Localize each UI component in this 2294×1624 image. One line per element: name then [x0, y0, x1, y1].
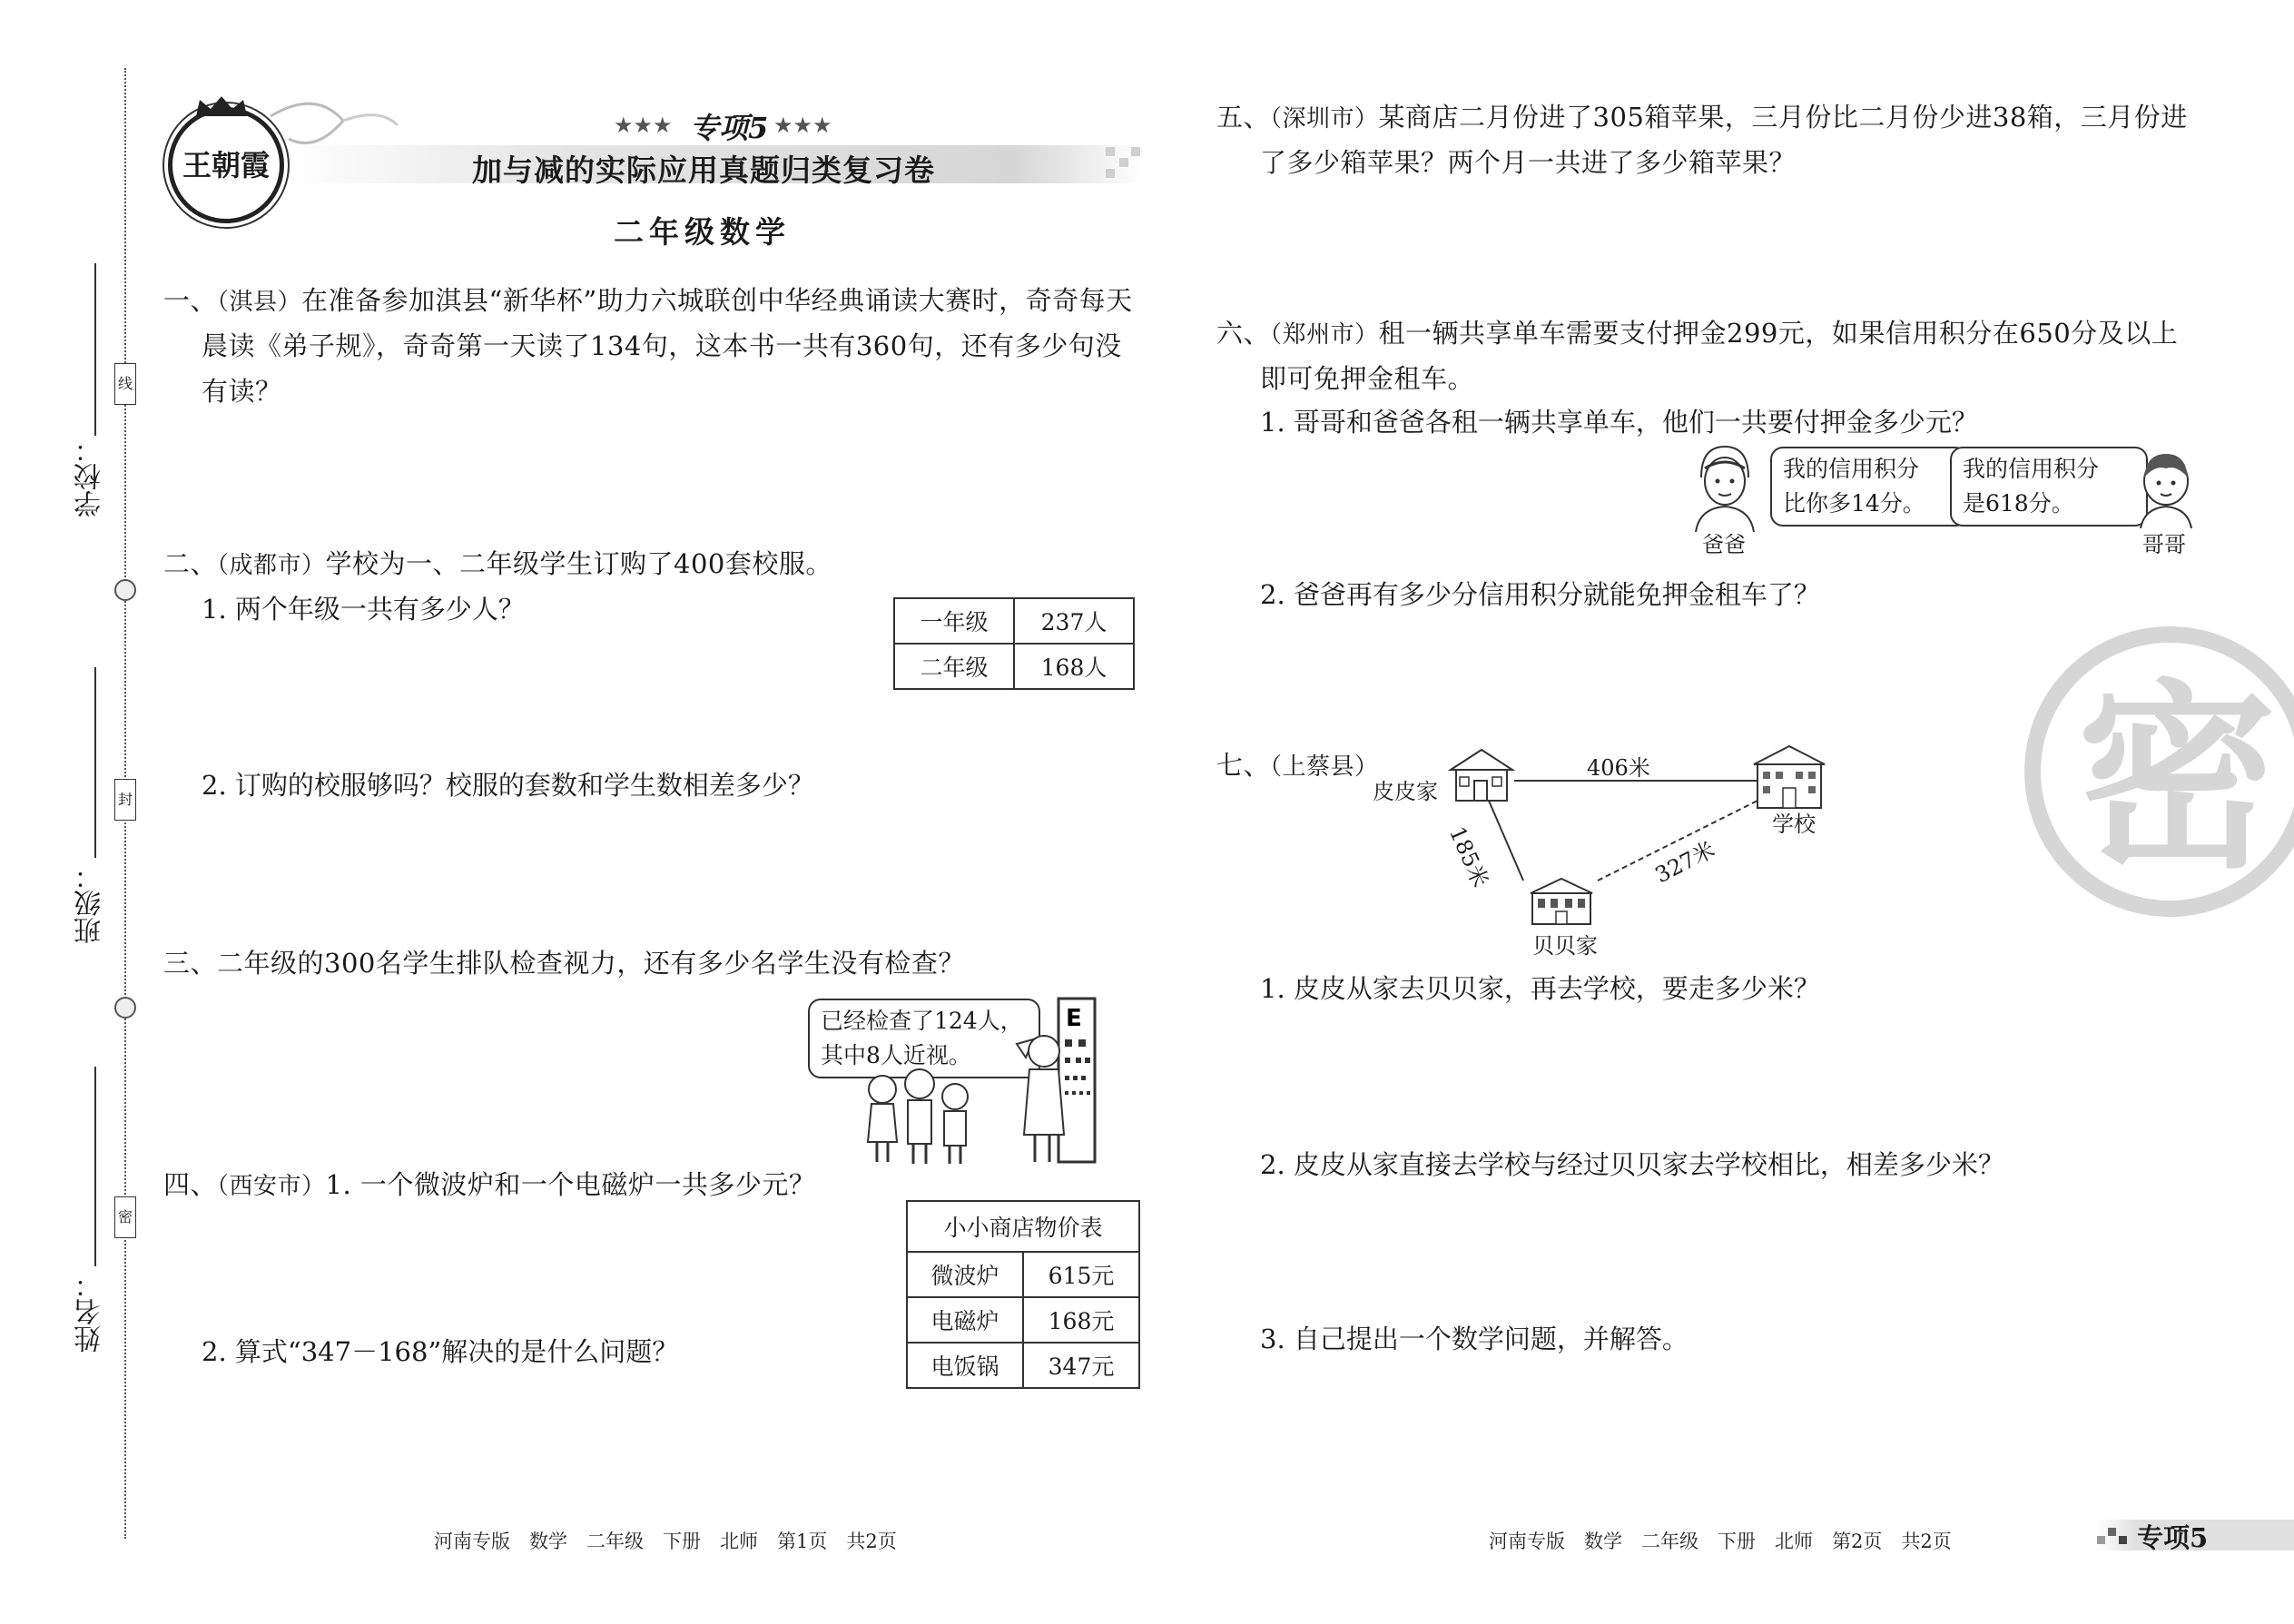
question-4-stem — [163, 1162, 815, 1209]
question-text: 某商店二月份进了305箱苹果，三月份比二月份少进38箱，三月份进 — [1378, 102, 2188, 133]
question-7-sub-2: 2. 皮皮从家直接去学校与经过贝贝家去学校相比，相差多少米？ — [1260, 1149, 2004, 1180]
question-text: 租一辆共享单车需要支付押金299元，如果信用积分在650分及以上 — [1378, 318, 2179, 349]
question-number: 七、 — [1216, 750, 1271, 781]
question-source: （西安市） — [217, 1173, 326, 1200]
question-source: （郑州市） — [1270, 321, 1379, 349]
distance-beibei-school: 327米 — [1650, 836, 1719, 889]
publisher-logo — [168, 107, 284, 223]
question-3-stem — [163, 940, 965, 986]
page-subtitle: 二年级数学 — [614, 214, 791, 250]
bubble-line: 我的信用积分 — [1963, 456, 2100, 482]
footer-left: 河南专版 数学 二年级 下册 北师 第1页 共2页 — [434, 1530, 897, 1552]
question-source: （淇县） — [217, 289, 302, 316]
question-text: 学校为一、二年级学生订购了400套校服。 — [325, 548, 832, 579]
school-building-icon — [1754, 746, 1825, 808]
table-row — [894, 598, 1134, 644]
question-text: 1. 一个微波炉和一个电磁炉一共多少元？ — [325, 1169, 816, 1200]
question-number: 五、 — [1216, 102, 1271, 133]
table-cell: 237人 — [1014, 598, 1134, 644]
binding-marker-line: 线 — [114, 363, 136, 405]
question-1-line-1 — [163, 278, 1133, 325]
confidential-watermark — [2024, 626, 2294, 917]
footer-tab-label: 专项5 — [2137, 1522, 2209, 1553]
binding-marker-seal: 封 — [114, 779, 136, 821]
svg-text:E: E — [1066, 1005, 1082, 1032]
question-number: 六、 — [1216, 318, 1271, 349]
brother-figure — [2130, 447, 2202, 530]
question-number: 一、 — [163, 285, 218, 316]
bubble-line: 比你多14分。 — [1783, 490, 1925, 517]
question-5-line-1 — [1216, 94, 2188, 142]
question-source: （深圳市） — [1270, 105, 1379, 133]
name-blank-line — [94, 1067, 96, 1266]
footer-tab — [2097, 1520, 2294, 1553]
question-2-stem — [163, 541, 832, 588]
name-label: 姓名： — [74, 1271, 106, 1353]
pipi-house-icon — [1451, 750, 1512, 801]
question-number: 三、 — [163, 948, 218, 979]
table-row — [907, 1201, 1139, 1252]
question-6-sub-2: 2. 爸爸再有多少分信用积分就能免押金租车了？ — [1260, 579, 1820, 610]
table-cell: 168元 — [1023, 1297, 1139, 1343]
question-text: 二年级的300名学生排队检查视力，还有多少名学生没有检查？ — [217, 948, 965, 979]
dad-speech-bubble — [1770, 447, 1968, 527]
pipi-home-label: 皮皮家 — [1373, 779, 1438, 804]
class-blank-line — [94, 667, 96, 858]
question-2-sub-2: 2. 订购的校服够吗？校服的套数和学生数相差多少？ — [202, 770, 814, 801]
dad-figure — [1689, 443, 1761, 534]
table-title: 小小商店物价表 — [907, 1201, 1139, 1252]
watermark-text: 密 — [2077, 663, 2278, 895]
beibei-house-icon — [1531, 879, 1592, 924]
table-row — [894, 644, 1134, 689]
footer-right: 河南专版 数学 二年级 下册 北师 第2页 共2页 — [1489, 1530, 1952, 1552]
question-source: （成都市） — [217, 552, 326, 579]
table-cell: 168人 — [1014, 644, 1134, 689]
table-cell: 微波炉 — [907, 1252, 1023, 1297]
school-label: 学校： — [74, 436, 106, 517]
binding-dot — [114, 579, 136, 601]
question-6-line-2: 即可免押金租车。 — [1260, 363, 1475, 394]
school-label: 学校 — [1772, 812, 1816, 837]
table-cell: 615元 — [1023, 1252, 1139, 1297]
brother-label: 哥哥 — [2142, 532, 2186, 557]
question-number: 二、 — [163, 548, 218, 579]
question-4-sub-2: 2. 算式“347－168”解决的是什么问题？ — [202, 1336, 679, 1367]
distance-pipi-beibei: 185米 — [1443, 822, 1493, 891]
question-7-sub-1: 1. 皮皮从家去贝贝家，再去学校，要走多少米？ — [1260, 973, 1820, 1004]
class-label: 班级： — [74, 862, 106, 944]
bubble-line: 已经检查了124人， — [821, 1008, 1023, 1034]
brother-speech-bubble — [1950, 447, 2148, 527]
question-1-line-2: 晨读《弟子规》，奇奇第一天读了134句，这本书一共有360句，还有多少句没 — [202, 330, 1122, 361]
binding-marker-secret: 密 — [114, 1196, 136, 1238]
tab-squares-icon — [2097, 1525, 2130, 1547]
table-cell: 电饭锅 — [907, 1343, 1023, 1388]
question-7-sub-3: 3. 自己提出一个数学问题，并解答。 — [1260, 1324, 1689, 1354]
eye-test-illustration — [853, 989, 1098, 1171]
logo-text: 王朝霞 — [182, 148, 270, 182]
price-table — [906, 1200, 1140, 1389]
table-cell: 347元 — [1023, 1343, 1139, 1388]
question-text: 在准备参加淇县“新华杯”助力六城联创中华经典诵读大赛时，奇奇每天 — [301, 285, 1133, 316]
page-title: 加与减的实际应用真题归类复习卷 — [472, 153, 935, 188]
series-label: 专项5 — [690, 111, 769, 145]
distance-pipi-school: 406米 — [1587, 755, 1650, 781]
question-5-line-2: 了多少箱苹果？两个月一共进了多少箱苹果？ — [1260, 147, 1797, 178]
question-number: 四、 — [163, 1169, 218, 1200]
beibei-home-label: 贝贝家 — [1532, 933, 1598, 959]
table-cell: 电磁炉 — [907, 1297, 1023, 1343]
table-cell: 二年级 — [894, 644, 1014, 689]
question-1-line-3: 有读？ — [202, 376, 282, 407]
question-6-line-1 — [1216, 310, 2178, 358]
table-row — [907, 1252, 1139, 1297]
crown-icon — [192, 94, 251, 118]
question-2-sub-1: 1. 两个年级一共有多少人？ — [202, 594, 525, 625]
question-7-stem — [1216, 743, 1379, 790]
table-cell: 一年级 — [894, 598, 1014, 644]
series-stars-left: ★★★ — [614, 113, 673, 138]
binding-dot — [114, 997, 136, 1019]
bubble-line: 是618分。 — [1963, 490, 2074, 517]
bubble-line: 其中8人近视。 — [821, 1042, 971, 1068]
table-row — [907, 1343, 1139, 1388]
question-source: （上蔡县） — [1270, 753, 1379, 781]
school-blank-line — [94, 263, 96, 436]
table-row — [907, 1297, 1139, 1343]
dad-label: 爸爸 — [1702, 532, 1746, 557]
series-stars-right: ★★★ — [773, 113, 832, 138]
question-6-sub-1: 1. 哥哥和爸爸各租一辆共享单车，他们一共要付押金多少元？ — [1260, 407, 1978, 438]
bubble-line: 我的信用积分 — [1783, 456, 1920, 482]
grade-count-table — [893, 597, 1135, 690]
